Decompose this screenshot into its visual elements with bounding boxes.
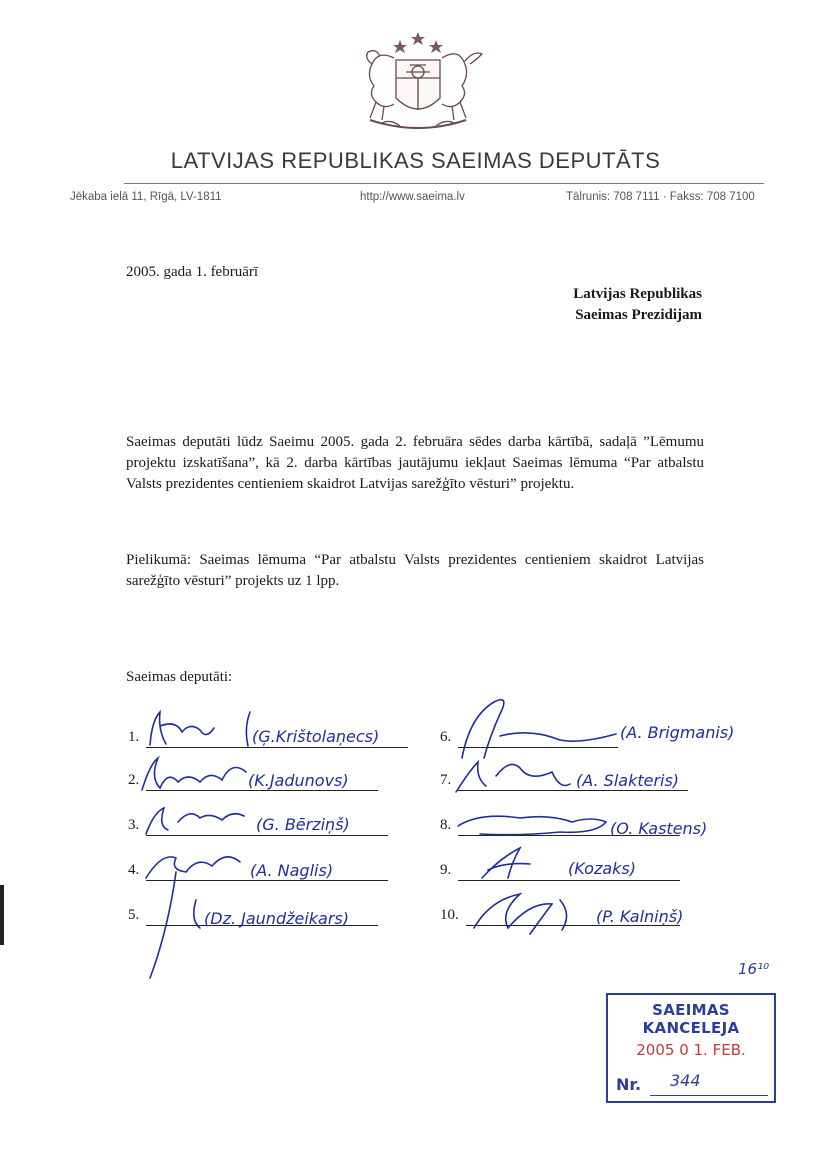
signature-scribble <box>482 848 530 878</box>
signatories-label: Saeimas deputāti: <box>126 669 233 685</box>
signature-scribble <box>146 808 244 834</box>
letter-date: 2005. gada 1. februārī <box>126 264 259 280</box>
header-divider <box>124 183 764 184</box>
recipient-line: Saeimas Prezidijam <box>575 307 702 323</box>
signatory-name: (A. Naglis) <box>250 861 334 880</box>
signatory-name: (G. Bērziņš) <box>256 815 350 834</box>
stamp-handwritten-note: 16¹⁰ <box>738 960 770 978</box>
recipient-block <box>480 284 702 326</box>
signature-line <box>146 835 388 836</box>
signatory-name: (P. Kalniņš) <box>596 907 684 926</box>
signature-scribble <box>458 816 606 834</box>
signatory-number: 8. <box>440 817 452 833</box>
signatory-name: (K.Jadunovs) <box>248 771 349 790</box>
letterhead-title: LATVIJAS REPUBLIKAS SAEIMAS DEPUTĀTS <box>170 148 661 173</box>
signatory-name: (O. Kastens) <box>610 819 708 838</box>
attachment-paragraph: Pielikumā: Saeimas lēmuma “Par atbalstu Valsts prezidentes centieniem skaidrot Latvijas sarežģīto vēsturi” projekts uz 1 lpp. <box>126 552 704 589</box>
signatory-name: (A. Brigmanis) <box>620 723 735 742</box>
recipient-line: Latvijas Republikas <box>573 286 702 302</box>
signatory-number: 10. <box>440 907 459 923</box>
signature-line <box>466 925 680 926</box>
stamp-number-label: Nr. <box>616 1075 642 1094</box>
signatory-name: (A. Slakteris) <box>576 771 680 790</box>
signatory-number: 7. <box>440 772 452 788</box>
signature-line <box>458 747 618 748</box>
contact-address: Jēkaba ielā 11, Rīgā, LV-1811 <box>70 191 222 203</box>
signature-line <box>146 925 378 926</box>
signatory-number: 3. <box>128 817 140 833</box>
signature-line <box>458 790 688 791</box>
signature-scribble <box>142 758 246 790</box>
coat-of-arms-icon <box>350 28 486 132</box>
signatory-number: 5. <box>128 907 140 923</box>
signature-line <box>458 835 680 836</box>
signature-scribble <box>150 712 250 746</box>
body-paragraph: Saeimas deputāti lūdz Saeimu 2005. gada 2. februāra sēdes darba kārtībā, sadaļā ”Lēmumu projektu izskatīšana”, kā 2. darba kārtības jautājumu iekļaut Saeimas lēmuma “Par atbalstu Valsts prezidentes centieniem skaidrot Latvijas sarežģīto vēsturi” projektu. <box>126 434 704 492</box>
signatory-name: (Ģ.Krištolaņecs) <box>252 727 380 746</box>
signatory-number: 2. <box>128 772 140 788</box>
contact-website: http://www.saeima.lv <box>360 191 465 203</box>
stamp-number-value: 344 <box>670 1071 701 1090</box>
signatory-number: 6. <box>440 729 452 745</box>
stamp-title: SAEIMAS KANCELEJA <box>642 1001 740 1037</box>
scan-edge-mark <box>0 885 4 945</box>
stamp-number-line <box>650 1095 768 1096</box>
signature-scribble <box>462 700 616 758</box>
signatory-name: (Dz. Jaundžeikars) <box>204 909 350 928</box>
signature-line <box>146 880 388 881</box>
signature-scribble <box>456 762 570 792</box>
stamp-date: 2005 0 1. FEB. <box>636 1041 746 1059</box>
signature-scribble <box>474 894 567 934</box>
signature-line <box>146 790 378 791</box>
registration-stamp <box>606 993 776 1103</box>
signature-line <box>458 880 680 881</box>
signature-line <box>146 747 408 748</box>
signatory-number: 9. <box>440 862 452 878</box>
signatory-number: 1. <box>128 729 140 745</box>
signatory-name: (Kozaks) <box>568 859 636 878</box>
contact-phone-fax: Tālrunis: 708 7111 · Fakss: 708 7100 <box>566 191 755 203</box>
signature-scribble <box>146 857 240 878</box>
signatory-number: 4. <box>128 862 140 878</box>
